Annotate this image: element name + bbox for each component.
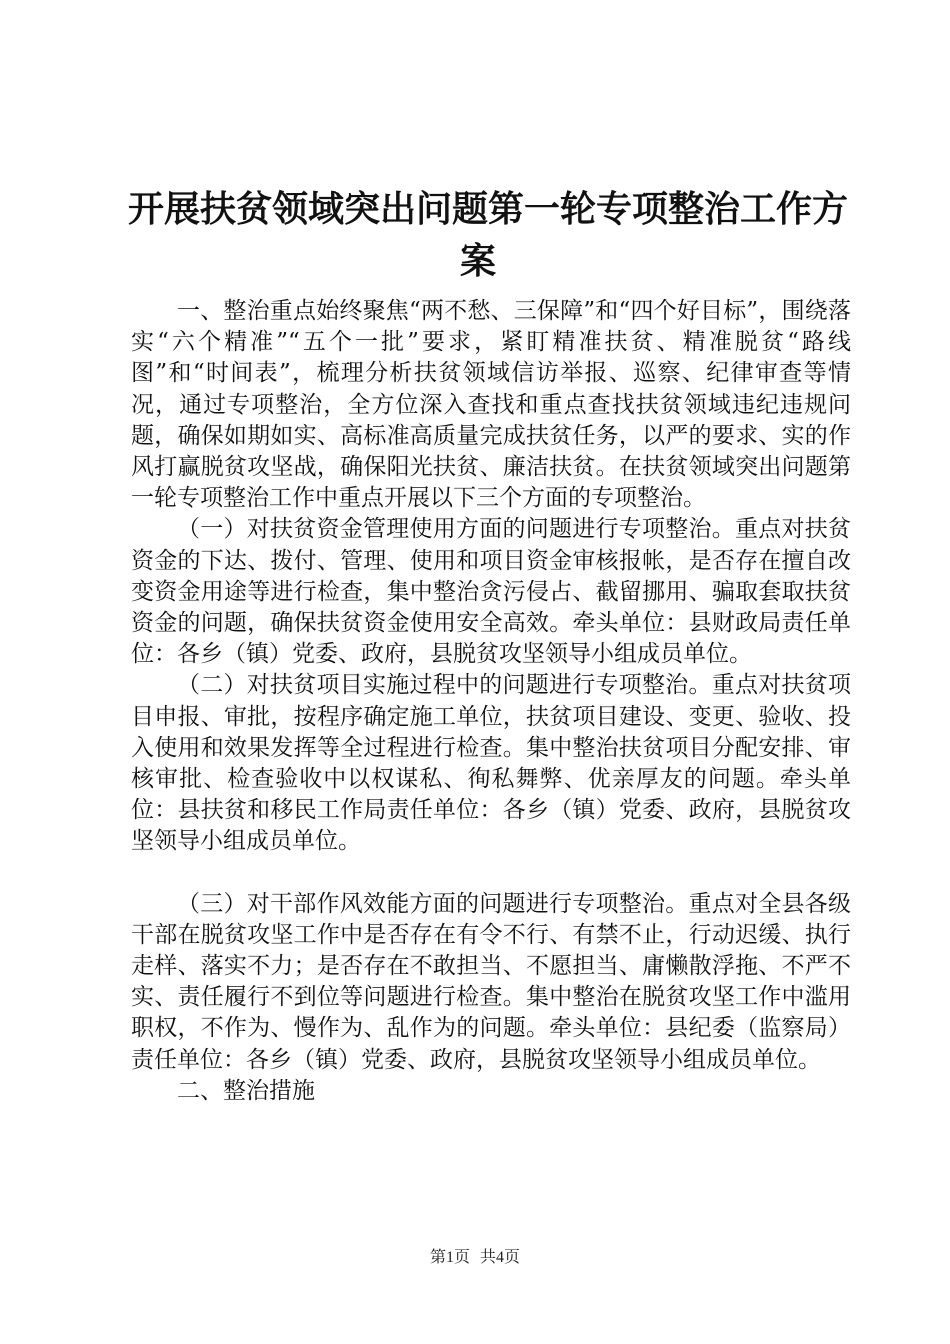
paragraph-item-2: （二）对扶贫项目实施过程中的问题进行专项整治。重点对扶贫项目申报、审批，按程序确定施工单位，扶贫项目建设、变更、验收、投入使用和效果发挥等全过程进行检查。集中整治扶贫项目分配安排、审核审批、检查验收中以权谋私、徇私舞弊、优亲厚友的问题。牵头单位：县扶贫和移民工作局责任单位：各乡（镇）党委、政府，县脱贫攻坚领导小组成员单位。 [131,672,851,855]
section-heading-measures: 二、整治措施 [177,1077,315,1104]
document-body [131,296,851,1107]
title-line-1: 开展扶贫领域突出问题第一轮专项整治工作方 [128,188,849,230]
page-footer [0,1244,950,1267]
paragraph-item-3: （三）对干部作风效能方面的问题进行专项整治。重点对全县各级干部在脱贫攻坚工作中是否存在有令不行、有禁不止，行动迟缓、执行走样、落实不力；是否存在不敢担当、不愿担当、庸懒散浮拖、不严不实、责任履行不到位等问题进行检查。集中整治在脱贫攻坚工作中滥用职权，不作为、慢作为、乱作为的问题。牵头单位：县纪委（监察局）责任单位：各乡（镇）党委、政府，县脱贫攻坚领导小组成员单位。 [131,890,851,1073]
paragraph-item-1: （一）对扶贫资金管理使用方面的问题进行专项整治。重点对扶贫资金的下达、拨付、管理、使用和项目资金审核报帐，是否存在擅自改变资金用途等进行检查，集中整治贪污侵占、截留挪用、骗取套取扶贫资金的问题，确保扶贫资金使用安全高效。牵头单位：县财政局责任单位：各乡（镇）党委、政府，县脱贫攻坚领导小组成员单位。 [131,516,851,668]
paragraph-overview: 一、整治重点始终聚焦“两不愁、三保障”和“四个好目标”，围绕落实“六个精准”“五个一批”要求，紧盯精准扶贫、精准脱贫“路线图”和“时间表”，梳理分析扶贫领域信访举报、巡察、纪律审查等情况，通过专项整治，全方位深入查找和重点查找扶贫领域违纪违规问题，确保如期如实、高标准高质量完成扶贫任务，以严的要求、实的作风打赢脱贫攻坚战，确保阳光扶贫、廉洁扶贫。在扶贫领域突出问题第一轮专项整治工作中重点开展以下三个方面的专项整治。 [131,298,851,512]
title-line-2: 案 [459,240,496,282]
document-title [128,183,849,287]
page-number: 第1页 [429,1249,470,1266]
page-total: 共4页 [480,1249,521,1266]
